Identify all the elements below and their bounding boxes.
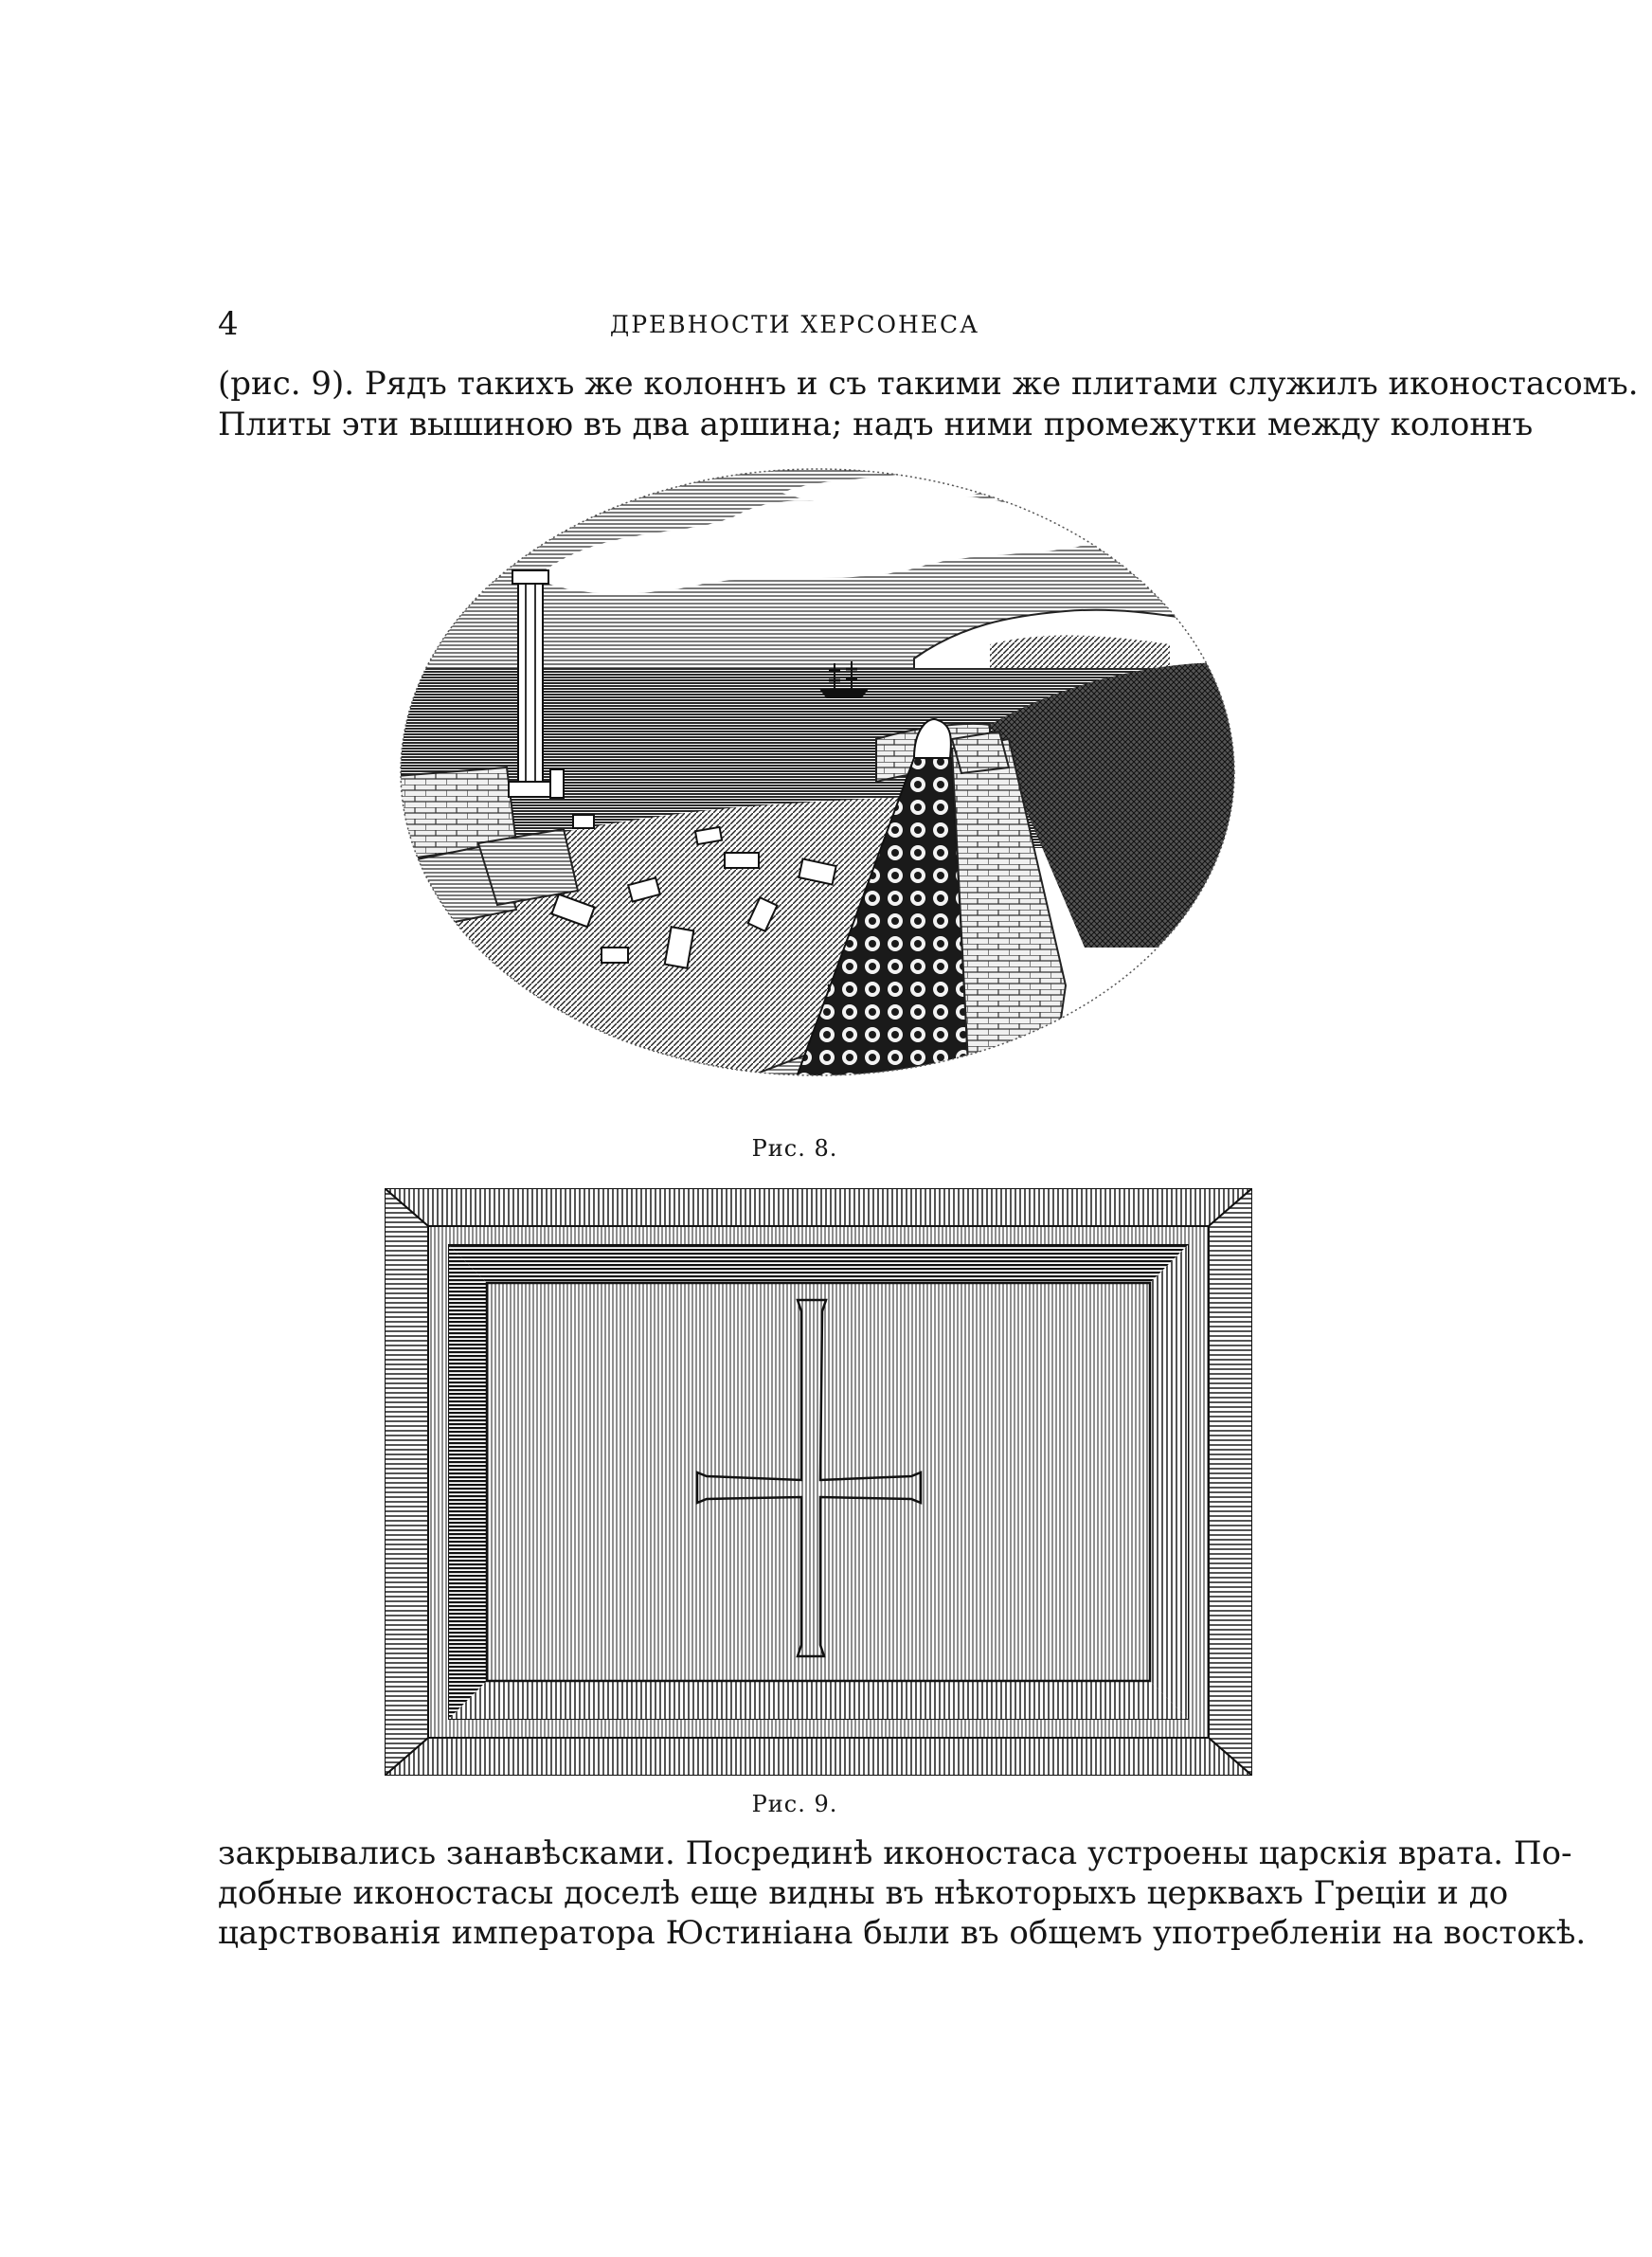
page-number: 4 <box>218 305 239 343</box>
running-title: ДРЕВНОСТИ ХЕРСОНЕСА <box>609 311 980 338</box>
figure-9-engraving <box>385 1188 1252 1776</box>
text-line: закрывались занавѣсками. Посрединѣ иконостаса устроены царскія врата. По- <box>218 1834 1572 1872</box>
figure-9-caption: Рис. 9. <box>751 1791 838 1817</box>
top-paragraph <box>218 364 1639 445</box>
page-header <box>218 305 1372 343</box>
figure-8-engraving <box>384 455 1251 1118</box>
text-line: (рис. 9). Рядъ такихъ же колоннъ и съ такими же плитами служилъ иконостасомъ. <box>218 365 1639 403</box>
figure-8-caption: Рис. 8. <box>751 1135 838 1162</box>
text-line: Плиты эти вышиною въ два аршина; надъ ними промежутки между колоннъ <box>218 406 1534 443</box>
text-line: добные иконостасы доселѣ еще видны въ нѣкоторыхъ церквахъ Греціи и до <box>218 1874 1509 1912</box>
bottom-paragraph <box>218 1833 1587 1953</box>
text-line: царствованія императора Юстиніана были въ общемъ употребленіи на востокѣ. <box>218 1914 1587 1952</box>
